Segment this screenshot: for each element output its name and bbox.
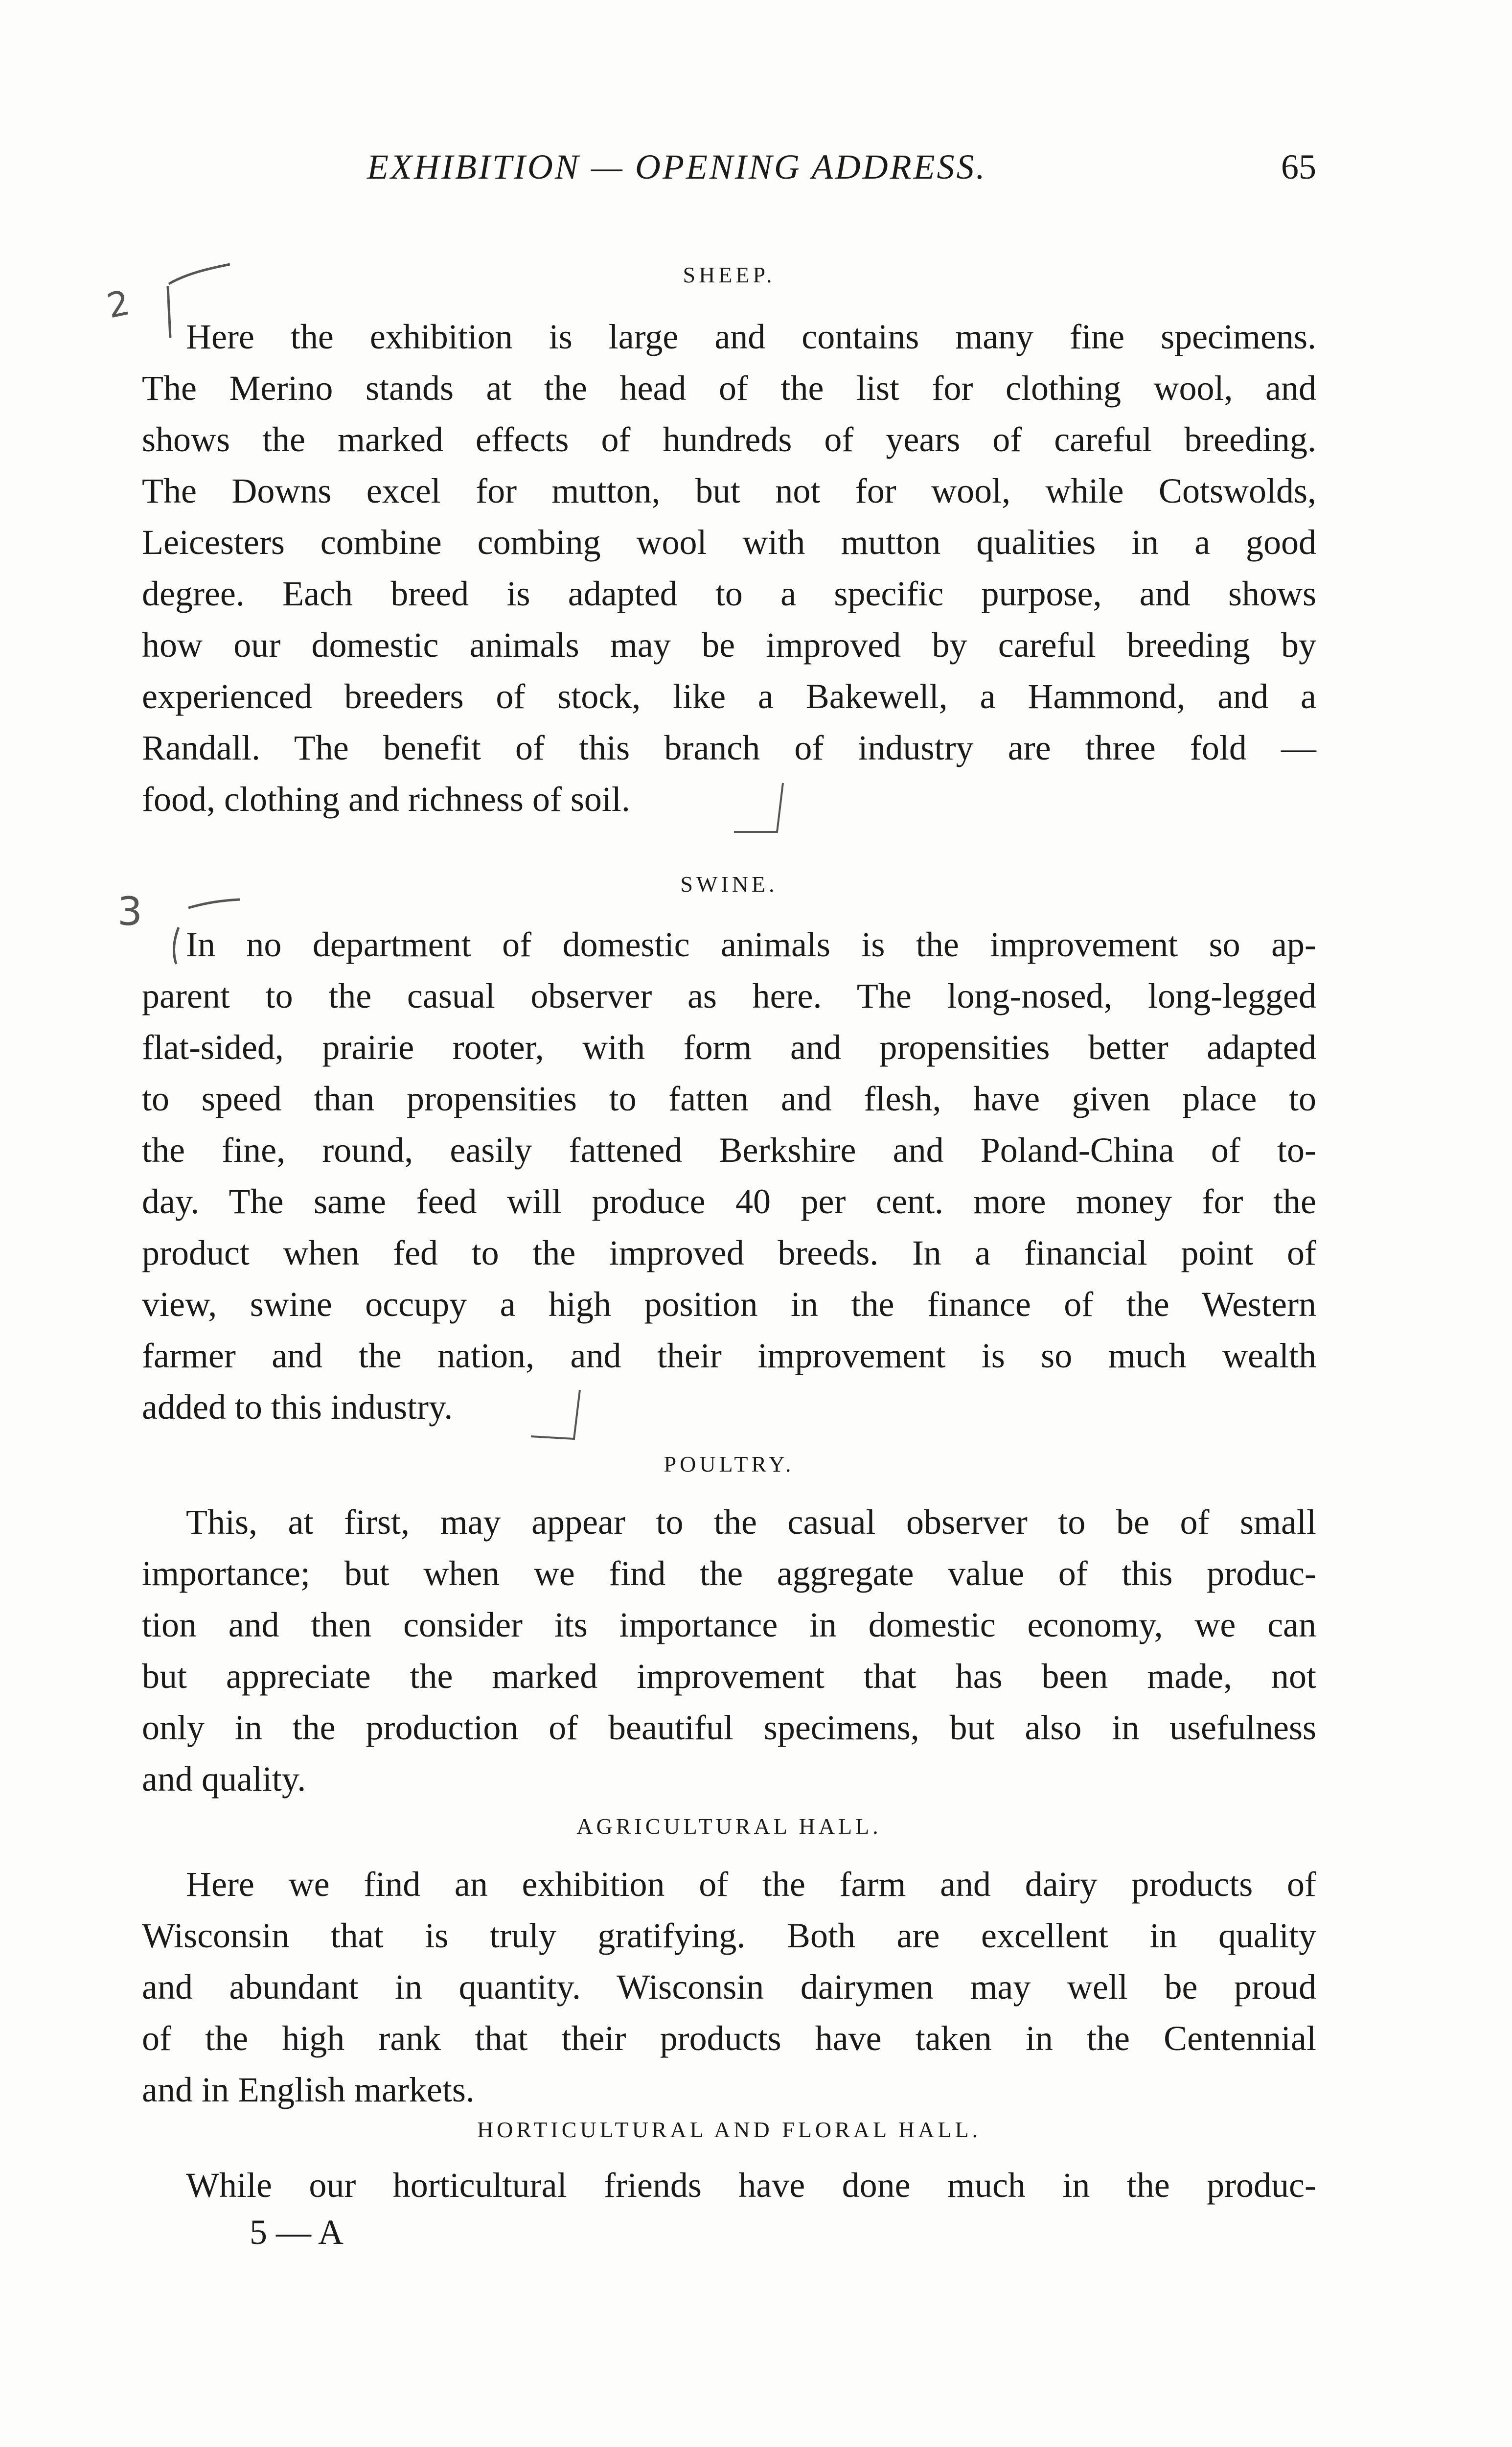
text-line: The Merino stands at the head of the list for clothing wool, and: [142, 369, 1316, 408]
text-line: Here we find an exhibition of the farm and dairy products of: [186, 1865, 1316, 1904]
text-line: The Downs excel for mutton, but not for wool, while Cotswolds,: [142, 471, 1316, 510]
text-line: and abundant in quantity. Wisconsin dairymen may well be proud: [142, 1967, 1316, 2007]
section-heading-sheep: SHEEP.: [683, 262, 776, 287]
text-line: shows the marked effects of hundreds of years of careful breeding.: [142, 420, 1316, 459]
section-heading-poultry: POULTRY.: [664, 1452, 795, 1477]
pencil-stroke: [168, 286, 170, 338]
text-line: Leicesters combine combing wool with mutton qualities in a good: [142, 523, 1316, 562]
text-line: tion and then consider its importance in domestic economy, we can: [142, 1605, 1316, 1644]
text-line: This, at first, may appear to the casual observer to be of small: [186, 1502, 1316, 1542]
text-line: experienced breeders of stock, like a Bakewell, a Hammond, and a: [142, 677, 1316, 716]
text-line: of the high rank that their products have taken in the Centennial: [142, 2019, 1316, 2058]
annotation-mark-sheep: 2: [103, 282, 134, 326]
text-line: and quality.: [142, 1759, 306, 1799]
text-line: how our domestic animals may be improved by careful breeding by: [142, 625, 1316, 665]
text-line: farmer and the nation, and their improvement is so much wealth: [142, 1336, 1316, 1375]
text-line: While our horticultural friends have done much in the produc-: [186, 2166, 1316, 2205]
text-line: degree. Each breed is adapted to a specific purpose, and shows: [142, 574, 1316, 613]
text-line: view, swine occupy a high position in the finance of the Western: [142, 1285, 1316, 1324]
running-head: [142, 147, 1316, 191]
text-line: Wisconsin that is truly gratifying. Both are excellent in quality: [142, 1916, 1316, 1955]
text-line: and in English markets.: [142, 2070, 475, 2109]
text-line: product when fed to the improved breeds. In a financial point of: [142, 1233, 1316, 1272]
text-line: Here the exhibition is large and contains many fine specimens.: [186, 317, 1316, 356]
section-heading-swine: SWINE.: [680, 872, 778, 897]
text-line: to speed than propensities to fatten and flesh, have given place to: [142, 1079, 1316, 1118]
section-heading-agricultural-hall: AGRICULTURAL HALL.: [576, 1814, 882, 1839]
pencil-stroke: [174, 927, 179, 964]
text-line: importance; but when we find the aggregate value of this produc-: [142, 1554, 1316, 1593]
text-line: parent to the casual observer as here. The long-nosed, long-legged: [142, 976, 1316, 1016]
signature-mark: 5 — A: [250, 2213, 344, 2252]
text-line: day. The same feed will produce 40 per cent. more money for the: [142, 1182, 1316, 1221]
text-line: Randall. The benefit of this branch of industry are three fold —: [142, 728, 1316, 767]
text-line: only in the production of beautiful specimens, but also in usefulness: [142, 1708, 1316, 1747]
text-line: food, clothing and richness of soil.: [142, 780, 630, 819]
page-number: 65: [1281, 147, 1316, 186]
text-line: In no department of domestic animals is the improvement so ap-: [186, 925, 1316, 964]
text-line: the fine, round, easily fattened Berkshire and Poland-China of to-: [142, 1131, 1316, 1170]
running-title: EXHIBITION — OPENING ADDRESS.: [367, 147, 987, 186]
section-heading-horticultural-hall: HORTICULTURAL AND FLORAL HALL.: [477, 2117, 982, 2142]
text-line: but appreciate the marked improvement that has been made, not: [142, 1657, 1316, 1696]
pencil-stroke: [188, 900, 240, 908]
text-line: added to this industry.: [142, 1387, 453, 1427]
text-line: flat-sided, prairie rooter, with form and propensities better adapted: [142, 1028, 1316, 1067]
annotation-mark-swine: 3: [117, 889, 142, 934]
